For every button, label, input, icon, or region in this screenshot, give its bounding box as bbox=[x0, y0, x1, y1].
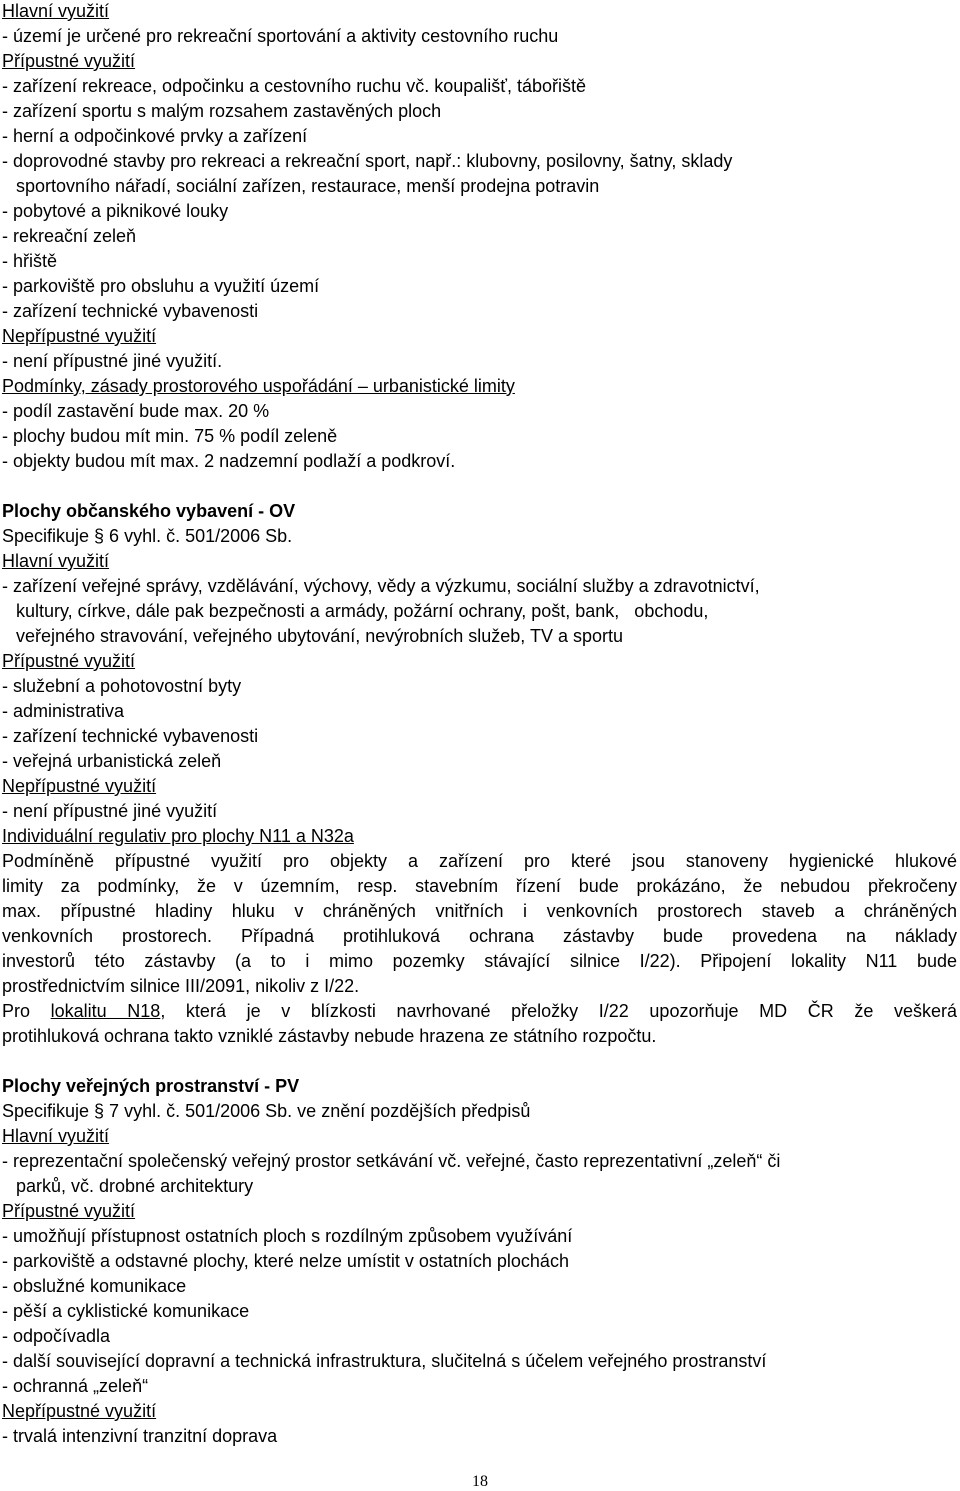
heading-hlavni-vyuziti: Hlavní využití bbox=[2, 551, 110, 571]
section-spacer bbox=[2, 474, 957, 499]
list-item: - objekty budou mít max. 2 nadzemní podlaží a podkroví. bbox=[2, 451, 456, 471]
list-item: - trvalá intenzivní tranzitní doprava bbox=[2, 1426, 278, 1446]
heading-pripustne-vyuziti: Přípustné využití bbox=[2, 51, 136, 71]
list-item: - odpočívadla bbox=[2, 1326, 111, 1346]
list-item: - podíl zastavění bude max. 20 % bbox=[2, 401, 270, 421]
list-item: - administrativa bbox=[2, 701, 125, 721]
heading-nepripustne-vyuziti: Nepřípustné využití bbox=[2, 776, 157, 796]
page-content bbox=[2, 0, 957, 1449]
paragraph-line: limity za podmínky, že v územním, resp. stavebním řízení bude prokázáno, že nebudou překročeny bbox=[2, 876, 957, 896]
list-item: - není přípustné jiné využití. bbox=[2, 351, 223, 371]
section-title-pv: Plochy veřejných prostranství - PV bbox=[2, 1076, 300, 1096]
list-item: - ochranná „zeleň“ bbox=[2, 1376, 149, 1396]
list-item: - parkoviště pro obsluhu a využití území bbox=[2, 276, 320, 296]
list-item-continuation: sportovního nářadí, sociální zařízen, restaurace, menší prodejna potravin bbox=[16, 176, 600, 196]
list-item: - není přípustné jiné využití bbox=[2, 801, 218, 821]
section-spec: Specifikuje § 6 vyhl. č. 501/2006 Sb. bbox=[2, 526, 293, 546]
paragraph-line: investorů této zástavby (a to i mimo pozemky stávající silnice I/22). Připojení lokality N11 bude bbox=[2, 951, 957, 971]
heading-podminky: Podmínky, zásady prostorového uspořádání – urbanistické limity bbox=[2, 376, 515, 396]
list-item: - obslužné komunikace bbox=[2, 1276, 187, 1296]
list-item: - pěší a cyklistické komunikace bbox=[2, 1301, 250, 1321]
list-item: - služební a pohotovostní byty bbox=[2, 676, 242, 696]
heading-hlavni-vyuziti: Hlavní využití bbox=[2, 1, 110, 21]
list-item: - zařízení rekreace, odpočinku a cestovního ruchu vč. koupališť, tábořiště bbox=[2, 76, 587, 96]
heading-pripustne-vyuziti: Přípustné využití bbox=[2, 1201, 136, 1221]
heading-nepripustne-vyuziti: Nepřípustné využití bbox=[2, 326, 157, 346]
paragraph-line: Podmíněně přípustné využití pro objekty a zařízení pro které jsou stanoveny hygienické hlukové bbox=[2, 851, 957, 871]
list-item-continuation: kultury, církve, dále pak bezpečnosti a armády, požární ochrany, pošt, bank, obchodu, bbox=[16, 601, 709, 621]
heading-hlavni-vyuziti: Hlavní využití bbox=[2, 1126, 110, 1146]
list-item: - další související dopravní a technická infrastruktura, slučitelná s účelem veřejného prostranství bbox=[2, 1351, 767, 1371]
section-spacer bbox=[2, 1049, 957, 1074]
list-item: - zařízení sportu s malým rozsahem zastavěných ploch bbox=[2, 101, 442, 121]
list-item: - zařízení veřejné správy, vzdělávání, výchovy, vědy a výzkumu, sociální služby a zdravotnictví, bbox=[2, 576, 760, 596]
list-item-continuation: parků, vč. drobné architektury bbox=[16, 1176, 254, 1196]
list-item: - zařízení technické vybavenosti bbox=[2, 301, 259, 321]
paragraph-line: max. přípustné hladiny hluku v chráněných vnitřních i venkovních prostorech staveb a chráněných bbox=[2, 901, 957, 921]
list-item: - parkoviště a odstavné plochy, které nelze umístit v ostatních plochách bbox=[2, 1251, 569, 1271]
page-number: 18 bbox=[472, 1473, 488, 1490]
list-item: - herní a odpočinkové prvky a zařízení bbox=[2, 126, 308, 146]
list-item: - umožňují přístupnost ostatních ploch s rozdílným způsobem využívání bbox=[2, 1226, 573, 1246]
list-item: - území je určené pro rekreační sportování a aktivity cestovního ruchu bbox=[2, 26, 559, 46]
list-item: - rekreační zeleň bbox=[2, 226, 137, 246]
heading-nepripustne-vyuziti: Nepřípustné využití bbox=[2, 1401, 157, 1421]
list-item: - veřejná urbanistická zeleň bbox=[2, 751, 222, 771]
list-item: - doprovodné stavby pro rekreaci a rekreační sport, např.: klubovny, posilovny, šatny, sklady bbox=[2, 151, 733, 171]
section-title-ov: Plochy občanského vybavení - OV bbox=[2, 501, 296, 521]
section-spec: Specifikuje § 7 vyhl. č. 501/2006 Sb. ve znění pozdějších předpisů bbox=[2, 1101, 531, 1121]
paragraph-line-n18 bbox=[2, 999, 957, 1024]
list-item: - plochy budou mít min. 75 % podíl zeleně bbox=[2, 426, 338, 446]
paragraph-line: protihluková ochrana takto vzniklé zástavby nebude hrazena ze státního rozpočtu. bbox=[2, 1026, 657, 1046]
list-item: - pobytové a piknikové louky bbox=[2, 201, 229, 221]
heading-pripustne-vyuziti: Přípustné využití bbox=[2, 651, 136, 671]
heading-individualni-regulativ: Individuální regulativ pro plochy N11 a N32a bbox=[2, 826, 354, 846]
paragraph-line: prostřednictvím silnice III/2091, nikoliv z I/22. bbox=[2, 976, 360, 996]
list-item: - zařízení technické vybavenosti bbox=[2, 726, 259, 746]
list-item-continuation: veřejného stravování, veřejného ubytování, nevýrobních služeb, TV a sportu bbox=[16, 626, 624, 646]
text: , která je v blízkosti navrhované přeložky I/22 upozorňuje MD ČR že veškerá bbox=[160, 1001, 957, 1021]
paragraph-line: venkovních prostorech. Případná protihluková ochrana zástavby bude provedena na náklady bbox=[2, 926, 957, 946]
lokalita-n18-link: lokalitu N18 bbox=[50, 1001, 161, 1021]
list-item: - hřiště bbox=[2, 251, 58, 271]
list-item: - reprezentační společenský veřejný prostor setkávání vč. veřejné, často reprezentativní „zeleň“ či bbox=[2, 1151, 781, 1171]
text: Pro bbox=[2, 1001, 51, 1021]
